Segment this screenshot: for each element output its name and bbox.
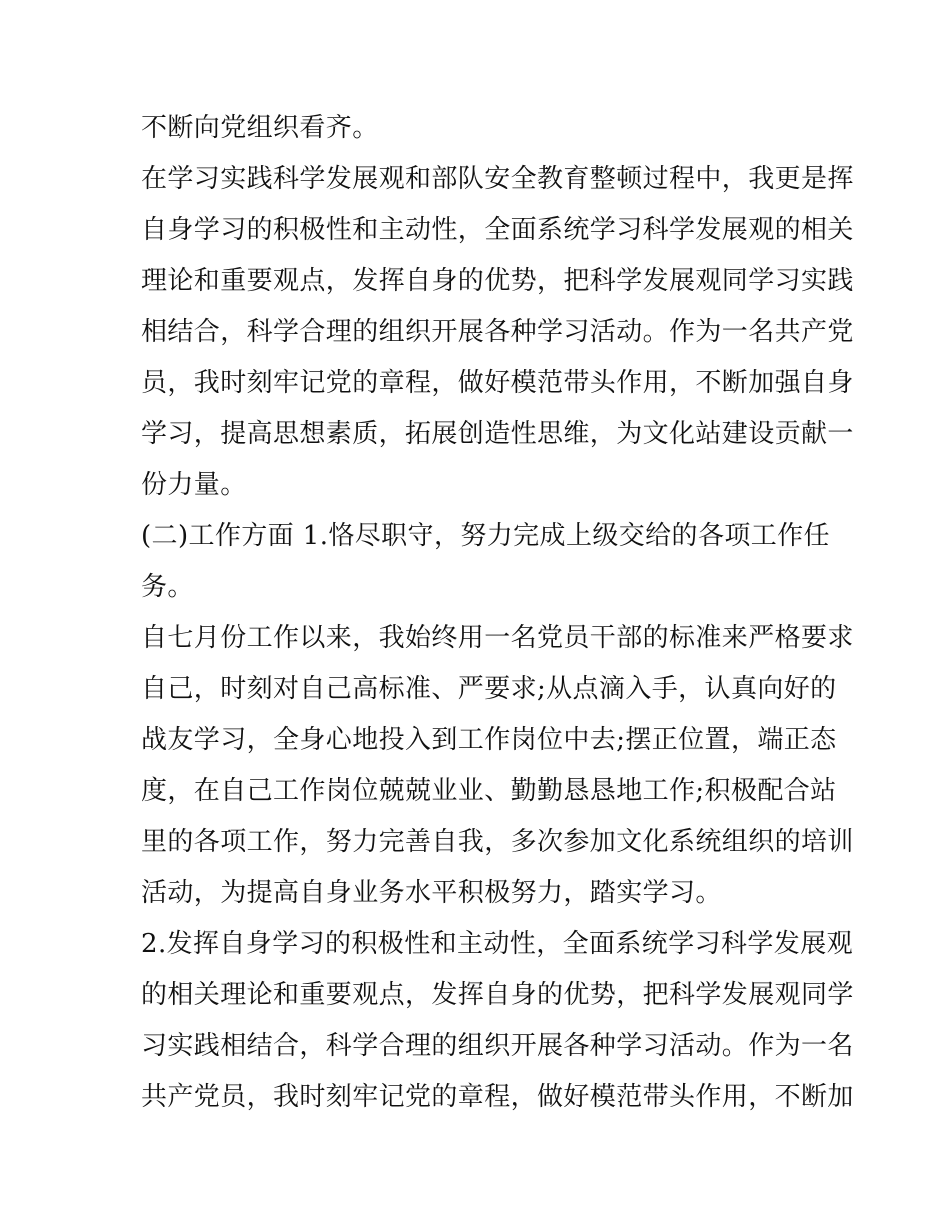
text-line: 度，在自己工作岗位兢兢业业、勤勤恳恳地工作;积极配合站 [141,776,837,806]
text-line: 员，我时刻牢记党的章程，做好模范带头作用，不断加强自身 [141,368,854,398]
text-line: 活动，为提高自身业务水平积极努力，踏实学习。 [141,878,722,908]
text-line: 里的各项工作，努力完善自我，多次参加文化系统组织的培训 [141,827,854,857]
text-line: 2.发挥自身学习的积极性和主动性，全面系统学习科学发展观 [141,929,854,959]
text-line: 相结合，科学合理的组织开展各种学习活动。作为一名共产党 [141,317,854,347]
text-line: 自身学习的积极性和主动性，全面系统学习科学发展观的相关 [141,215,854,245]
text-line: 务。 [141,572,194,602]
text-line: 习实践相结合，科学合理的组织开展各种学习活动。作为一名 [141,1031,854,1061]
text-line: 学习，提高思想素质，拓展创造性思维，为文化站建设贡献一 [141,419,854,449]
text-line: 共产党员，我时刻牢记党的章程，做好模范带头作用，不断加 [141,1082,854,1112]
text-line: 战友学习，全身心地投入到工作岗位中去;摆正位置，端正态 [141,725,837,755]
text-line: 自己，时刻对自己高标准、严要求;从点滴入手，认真向好的 [141,674,837,704]
text-line: 份力量。 [141,470,247,500]
text-line: 在学习实践科学发展观和部队安全教育整顿过程中，我更是挥 [141,164,854,194]
text-line: 不断向党组织看齐。 [141,113,379,143]
text-line: 的相关理论和重要观点，发挥自身的优势，把科学发展观同学 [141,980,854,1010]
text-line: 理论和重要观点，发挥自身的优势，把科学发展观同学习实践 [141,266,854,296]
section-heading: (二)工作方面 1.恪尽职守，努力完成上级交给的各项工作任 [141,521,830,551]
text-line: 自七月份工作以来，我始终用一名党员干部的标准来严格要求 [141,623,854,653]
